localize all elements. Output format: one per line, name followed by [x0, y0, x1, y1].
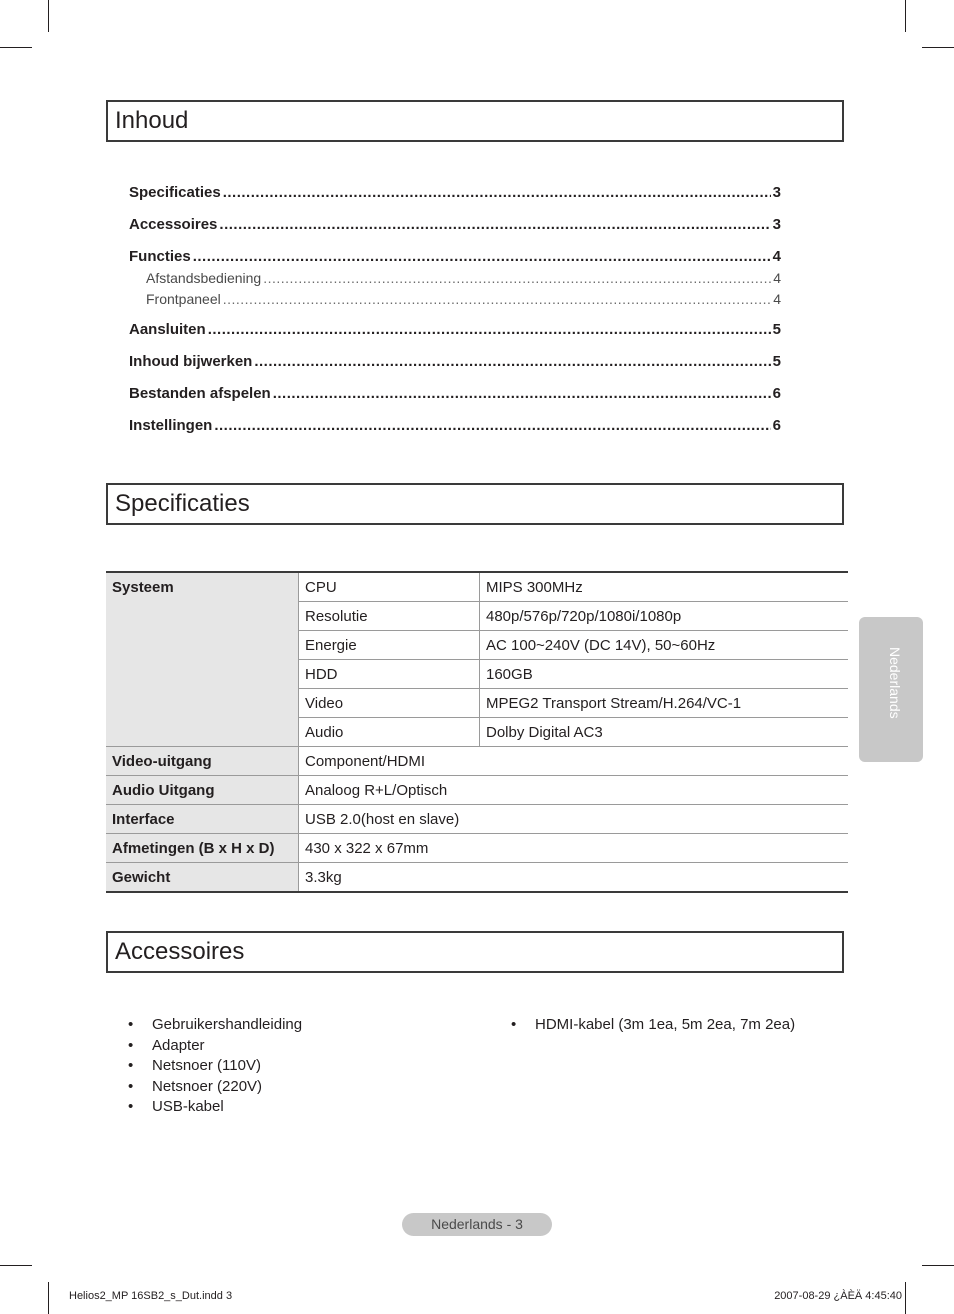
list-item: • Gebruikershandleiding	[128, 1015, 302, 1036]
toc-heading-box	[106, 100, 844, 142]
toc-entry-page: 6	[772, 385, 781, 402]
table-row	[106, 747, 848, 776]
list-item: • Netsnoer (110V)	[128, 1056, 302, 1077]
page-number-pill: Nederlands - 3	[402, 1213, 552, 1236]
toc-entry[interactable]	[129, 216, 781, 233]
toc-entry-label: Inhoud bijwerken	[129, 353, 253, 370]
spec-label: Audio Uitgang	[106, 776, 299, 805]
spec-value: 480p/576p/720p/1080i/1080p	[480, 602, 849, 631]
spec-value: AC 100~240V (DC 14V), 50~60Hz	[480, 631, 849, 660]
print-slug-date: 2007-08-29 ¿ÀÈÄ 4:45:40	[774, 1290, 902, 1302]
spec-label: Interface	[106, 805, 299, 834]
toc-entry-label: Accessoires	[129, 216, 218, 233]
spec-value: 3.3kg	[299, 863, 849, 893]
spec-value: MPEG2 Transport Stream/H.264/VC-1	[480, 689, 849, 718]
table-row	[106, 834, 848, 863]
print-slug-file: Helios2_MP 16SB2_s_Dut.indd 3	[69, 1290, 233, 1302]
language-side-tab[interactable]	[859, 617, 923, 762]
toc-entry-label: Bestanden afspelen	[129, 385, 271, 402]
toc-entry-page: 3	[772, 216, 781, 233]
toc-subentry[interactable]	[129, 291, 781, 307]
spec-subname: Audio	[299, 718, 480, 747]
crop-mark	[0, 47, 32, 48]
spec-label: Gewicht	[106, 863, 299, 893]
toc-entry-page: 5	[772, 353, 781, 370]
spec-subname: CPU	[299, 572, 480, 602]
toc-entry[interactable]	[129, 353, 781, 370]
toc-entry-page: 4	[773, 291, 781, 307]
crop-mark	[922, 47, 954, 48]
toc-entry[interactable]	[129, 248, 781, 265]
toc-entry-label: Specificaties	[129, 184, 221, 201]
toc-entry[interactable]	[129, 385, 781, 402]
specs-heading-box	[106, 483, 844, 525]
language-side-tab-label: Nederlands	[887, 647, 903, 719]
spec-label: Video-uitgang	[106, 747, 299, 776]
toc-subentry[interactable]	[129, 270, 781, 286]
toc-entry-page: 3	[772, 184, 781, 201]
list-item: • Adapter	[128, 1036, 302, 1057]
toc-entry[interactable]	[129, 417, 781, 434]
list-item: • USB-kabel	[128, 1097, 302, 1118]
toc-entry-label: Aansluiten	[129, 321, 206, 338]
list-item: • Netsnoer (220V)	[128, 1077, 302, 1098]
spec-value: Analoog R+L/Optisch	[299, 776, 849, 805]
spec-label: Afmetingen (B x H x D)	[106, 834, 299, 863]
toc-entry-page: 4	[772, 248, 781, 265]
spec-label: Systeem	[106, 572, 299, 747]
crop-mark	[922, 1265, 954, 1266]
accessories-list-left	[128, 1015, 302, 1118]
toc-entry-label: Functies	[129, 248, 191, 265]
toc-entry-label: Frontpaneel	[146, 291, 221, 307]
specs-heading: Specificaties	[115, 490, 250, 517]
spec-value: MIPS 300MHz	[480, 572, 849, 602]
crop-mark	[48, 1282, 49, 1314]
spec-value: Component/HDMI	[299, 747, 849, 776]
table-row	[106, 572, 848, 602]
spec-value: 430 x 322 x 67mm	[299, 834, 849, 863]
list-item: • HDMI-kabel (3m 1ea, 5m 2ea, 7m 2ea)	[511, 1015, 795, 1036]
table-row	[106, 776, 848, 805]
toc-entry-label: Afstandsbediening	[146, 270, 262, 286]
table-row	[106, 863, 848, 893]
toc-entry-page: 4	[773, 270, 781, 286]
toc-entry[interactable]	[129, 321, 781, 338]
table-row	[106, 805, 848, 834]
spec-subname: Video	[299, 689, 480, 718]
accessories-heading: Accessoires	[115, 938, 245, 965]
spec-subname: Resolutie	[299, 602, 480, 631]
accessories-list-right	[511, 1015, 795, 1036]
spec-value: Dolby Digital AC3	[480, 718, 849, 747]
spec-value: USB 2.0(host en slave)	[299, 805, 849, 834]
spec-subname: Energie	[299, 631, 480, 660]
accessories-heading-box	[106, 931, 844, 973]
toc-entry[interactable]	[129, 184, 781, 201]
crop-mark	[0, 1265, 32, 1266]
toc-entry-page: 6	[772, 417, 781, 434]
spec-subname: HDD	[299, 660, 480, 689]
crop-mark	[48, 0, 49, 32]
specs-table	[106, 571, 848, 893]
toc-entry-label: Instellingen	[129, 417, 213, 434]
crop-mark	[905, 1282, 906, 1314]
toc-heading: Inhoud	[115, 107, 189, 134]
crop-mark	[905, 0, 906, 32]
toc-entry-page: 5	[772, 321, 781, 338]
spec-value: 160GB	[480, 660, 849, 689]
